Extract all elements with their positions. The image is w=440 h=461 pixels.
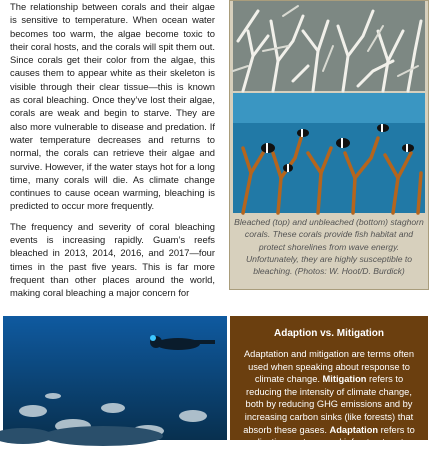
term-mitigation: Mitigation xyxy=(322,374,367,385)
article-column xyxy=(10,0,215,300)
box-body xyxy=(240,348,418,461)
term-adaptation: Adaptation xyxy=(329,424,379,435)
bleached-coral-photo xyxy=(233,1,425,91)
adaption-mitigation-box xyxy=(230,316,428,460)
article-paragraph-2: The frequency and severity of coral bleaching events is increasing rapidly. Guam’s reefs bleached in 2013, 2014, 2016, and 2017—four times in the past five years. This is far more frequent than other places around the world, making coral bleaching a major concern for xyxy=(10,220,215,299)
box-title: Adaption vs. Mitigation xyxy=(274,328,384,339)
article-paragraph-1: The relationship between corals and their algae is sensitive to temperature. When ocean water becomes too warm, the algae become toxic to their coral hosts, and the corals will spit them out. Since corals get their color from the algae, this causes them to appear white as their skeleton is visible through their clear tissue—this is known as coral bleaching. Once they’ve lost their algae, corals are weak and begin to starve. They are also more vulnerable to disease and predation. If water temperature decreases and returns to normal, the corals can retrieve their algae and survive. However, if the water stays hot for a long time, many corals will die. As climate change continues to cause ocean warming, bleaching is predicted to occur more frequently. xyxy=(10,1,215,212)
coral-photo-panel xyxy=(229,0,429,290)
diver-survey-photo xyxy=(3,316,227,440)
unbleached-coral-photo xyxy=(233,93,425,213)
photo-caption: Bleached (top) and unbleached (bottom) staghorn corals. These corals provide fish habitat and protect shorelines from wave energy. Unfortunately, they are highly susceptible to bleaching. (Photos: W. Hoot/D. Burdick) xyxy=(234,217,424,277)
mitigation-definition: refers to reducing the intensity of climate change, both by reducing GHG emissions and by increasing carbon sinks (like forests) that absorb these gases. xyxy=(243,374,414,435)
diver-reef-image xyxy=(3,316,227,440)
healthy-coral-image xyxy=(233,93,425,213)
bleached-coral-image xyxy=(233,1,425,91)
box-intro-text: Adaptation and mitigation are terms often used when speaking about response to climate change. xyxy=(243,349,415,385)
adaptation-definition: refers to adjusting systems and infrastructure to deal with the current and xyxy=(249,424,415,460)
